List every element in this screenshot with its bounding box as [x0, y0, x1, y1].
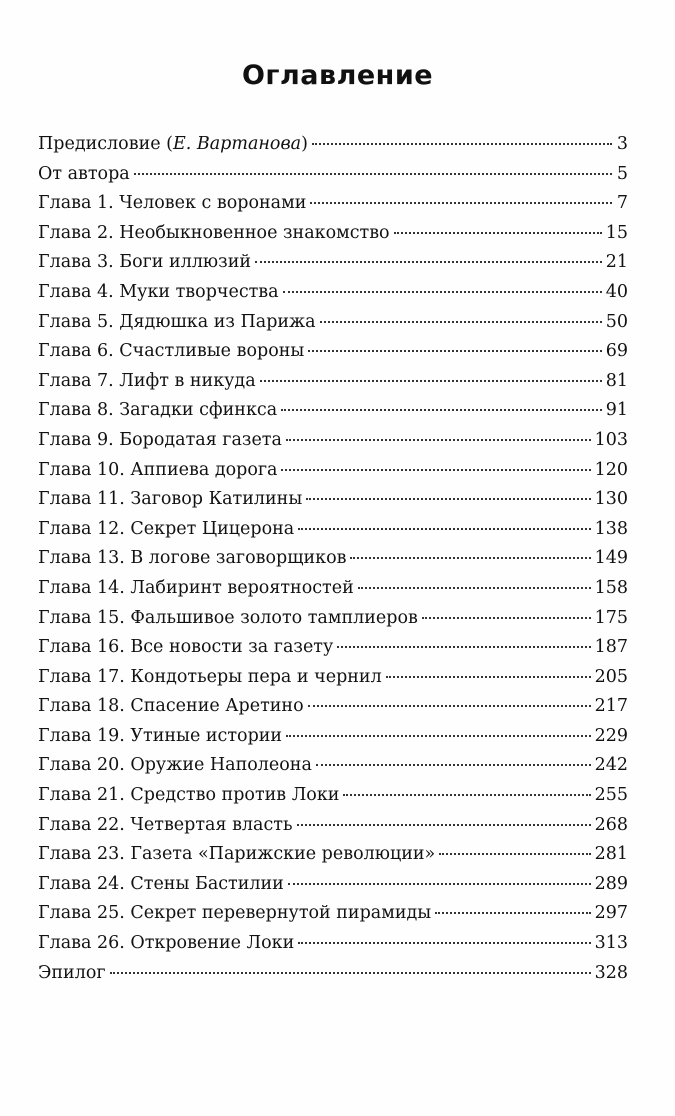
toc-entry [38, 696, 628, 726]
toc-entry-label: Глава 12. Секрет Цицерона [38, 518, 295, 539]
dot-leader [422, 617, 591, 619]
toc-entry [38, 548, 628, 578]
toc-entry-page-number: 50 [605, 311, 628, 332]
toc-entry-title [38, 489, 302, 509]
toc-entry-page-number: 69 [605, 341, 628, 362]
toc-entry [38, 608, 628, 638]
toc-entry [38, 933, 628, 963]
toc-entry-label: Глава 3. Боги иллюзий [38, 252, 252, 273]
toc-entry-label: Глава 23. Газета «Парижские революции» [38, 844, 436, 865]
toc-entry-page-number: 149 [594, 548, 628, 569]
toc-entry [38, 460, 628, 490]
toc-entry-page-number: 15 [605, 222, 628, 243]
dot-leader [337, 646, 590, 648]
toc-entry-label: Глава 24. Стены Бастилии [38, 873, 284, 894]
toc-entry-page-number: 5 [616, 163, 628, 184]
toc-entry-label: Глава 4. Муки творчества [38, 281, 279, 302]
dot-leader [308, 705, 591, 707]
toc-entry-label: Глава 16. Все новости за газету [38, 637, 334, 658]
toc-entry-page-number: 297 [594, 903, 628, 924]
toc-entry-label: Глава 20. Оружие Наполеона [38, 755, 312, 776]
dot-leader [386, 676, 591, 678]
toc-entry-title [38, 193, 306, 213]
toc-entry-label: Глава 14. Лабиринт вероятностей [38, 577, 354, 598]
toc-entry-title [38, 341, 304, 361]
dot-leader [283, 291, 602, 293]
toc-entry [38, 193, 628, 223]
toc-entry-label: Глава 9. Бородатая газета [38, 429, 282, 450]
toc-entry-label: Глава 7. Лифт в никуда [38, 370, 256, 391]
toc-entry [38, 312, 628, 342]
toc-entry-page-number: 268 [594, 814, 628, 835]
toc-entry-label: Глава 1. Человек с воронами [38, 193, 307, 214]
toc-entry-label: Глава 2. Необыкновенное знакомство [38, 222, 390, 243]
dot-leader [255, 261, 602, 263]
toc-entry [38, 400, 628, 430]
toc-entry [38, 637, 628, 667]
toc-entry-title [38, 519, 294, 539]
toc-entry-title [38, 430, 282, 450]
toc-entry-title [38, 134, 308, 154]
toc-entry-label: Глава 22. Четвертая власть [38, 814, 293, 835]
toc-entry-label: Глава 10. Аппиева дорога [38, 459, 278, 480]
dot-leader [310, 202, 612, 204]
dot-leader [298, 942, 590, 944]
toc-entry-page-number: 313 [594, 933, 628, 954]
toc-entry-label: Глава 25. Секрет перевернутой пирамиды [38, 903, 432, 924]
dot-leader [110, 972, 591, 974]
toc-entry-title [38, 460, 277, 480]
dot-leader [286, 735, 590, 737]
toc-entry-page-number: 3 [616, 134, 628, 154]
dot-leader [281, 409, 602, 411]
toc-entry-page-number: 21 [605, 252, 628, 273]
toc-entry [38, 371, 628, 401]
toc-entry-title [38, 963, 106, 983]
dot-leader [286, 439, 591, 441]
toc-entry [38, 785, 628, 815]
toc-entry-page-number: 81 [605, 370, 628, 391]
toc-entry-label: Глава 19. Утиные истории [38, 725, 283, 746]
toc-entry-page-number: 242 [594, 755, 628, 776]
toc-entry-title [38, 312, 316, 332]
toc-entry [38, 874, 628, 904]
toc-entry [38, 489, 628, 519]
toc-entry [38, 963, 628, 993]
toc-entry-title [38, 903, 431, 923]
dot-leader [308, 350, 601, 352]
toc-entry-page-number: 205 [594, 666, 628, 687]
dot-leader [281, 469, 590, 471]
toc-entry-label: Глава 26. Откровение Локи [38, 933, 295, 954]
toc-entry [38, 815, 628, 845]
toc-entry-title [38, 844, 435, 864]
toc-entry-label: Глава 18. Спасение Аретино [38, 696, 304, 717]
toc-entry-page-number: 289 [594, 873, 628, 894]
toc-entry-page-number: 138 [594, 518, 628, 539]
toc-entry-title [38, 755, 312, 775]
toc-entry-title [38, 933, 294, 953]
toc-entry-title [38, 282, 279, 302]
toc-entry-title [38, 548, 346, 568]
toc-entry-title [38, 164, 130, 184]
dot-leader [320, 321, 602, 323]
toc-entry-title [38, 667, 382, 687]
toc-entry-title [38, 815, 293, 835]
page-title: Оглавление [241, 60, 434, 91]
toc-entry-page-number: 103 [594, 429, 628, 450]
toc-entry-title [38, 696, 304, 716]
toc-entry-page-number: 229 [594, 725, 628, 746]
dot-leader [134, 173, 612, 175]
toc-entry [38, 252, 628, 282]
toc-entry-author: Е. Вартанова [172, 134, 302, 154]
dot-leader [435, 912, 590, 914]
toc-entry-label: Глава 21. Средство против Локи [38, 785, 340, 806]
toc-entry-page-number: 217 [594, 696, 628, 717]
toc-entry-title [38, 371, 256, 391]
toc-entry-page-number: 40 [605, 281, 628, 302]
toc-entry-label: Эпилог [38, 962, 106, 983]
toc-entry-label: Глава 13. В логове заговорщиков [38, 548, 347, 569]
toc-entry-page-number: 255 [594, 785, 628, 806]
toc-entry [38, 282, 628, 312]
dot-leader [350, 557, 590, 559]
toc-entry-page-number: 328 [594, 962, 628, 983]
toc-entry-page-number: 281 [594, 844, 628, 865]
toc-entry-title [38, 726, 282, 746]
toc-entry-page-number: 158 [594, 577, 628, 598]
dot-leader [298, 528, 590, 530]
toc-entry [38, 341, 628, 371]
toc-entry-title [38, 874, 284, 894]
toc-entry-title [38, 608, 418, 628]
toc-entry-title [38, 252, 251, 272]
toc-entry-label: Глава 11. Заговор Катилины [38, 489, 303, 510]
dot-leader [316, 764, 591, 766]
toc-entry-label: Глава 5. Дядюшка из Парижа [38, 311, 316, 332]
toc-entry-label: Глава 17. Кондотьеры пера и чернил [38, 666, 382, 687]
table-of-contents [38, 134, 628, 992]
dot-leader [288, 883, 591, 885]
toc-entry [38, 134, 628, 164]
toc-entry-title [38, 785, 339, 805]
dot-leader [439, 853, 590, 855]
toc-entry-page-number: 120 [594, 459, 628, 480]
toc-entry [38, 519, 628, 549]
toc-entry-label: Глава 15. Фальшивое золото тамплиеров [38, 607, 418, 628]
dot-leader [260, 380, 602, 382]
dot-leader [358, 587, 591, 589]
toc-entry-suffix: ) [301, 134, 308, 154]
toc-entry [38, 223, 628, 253]
toc-entry-page-number: 91 [605, 400, 628, 421]
dot-leader [297, 824, 591, 826]
toc-entry [38, 667, 628, 697]
toc-entry-title [38, 400, 277, 420]
toc-entry-label: Глава 8. Загадки сфинкса [38, 400, 278, 421]
dot-leader [394, 232, 602, 234]
toc-entry-page-number: 7 [616, 193, 628, 214]
toc-entry-title [38, 223, 390, 243]
toc-entry [38, 164, 628, 194]
toc-entry-page-number: 187 [594, 637, 628, 658]
toc-entry-title [38, 637, 333, 657]
toc-entry-label: Предисловие ( [38, 134, 173, 154]
dot-leader [343, 794, 590, 796]
dot-leader [312, 143, 612, 145]
dot-leader [306, 498, 590, 500]
toc-entry [38, 578, 628, 608]
toc-entry [38, 844, 628, 874]
toc-entry-title [38, 578, 354, 598]
toc-entry-label: Глава 6. Счастливые вороны [38, 341, 305, 362]
toc-entry [38, 903, 628, 933]
toc-entry-page-number: 130 [594, 489, 628, 510]
toc-entry [38, 726, 628, 756]
toc-entry [38, 430, 628, 460]
toc-entry-label: От автора [38, 163, 130, 184]
toc-entry-page-number: 175 [594, 607, 628, 628]
toc-entry [38, 755, 628, 785]
